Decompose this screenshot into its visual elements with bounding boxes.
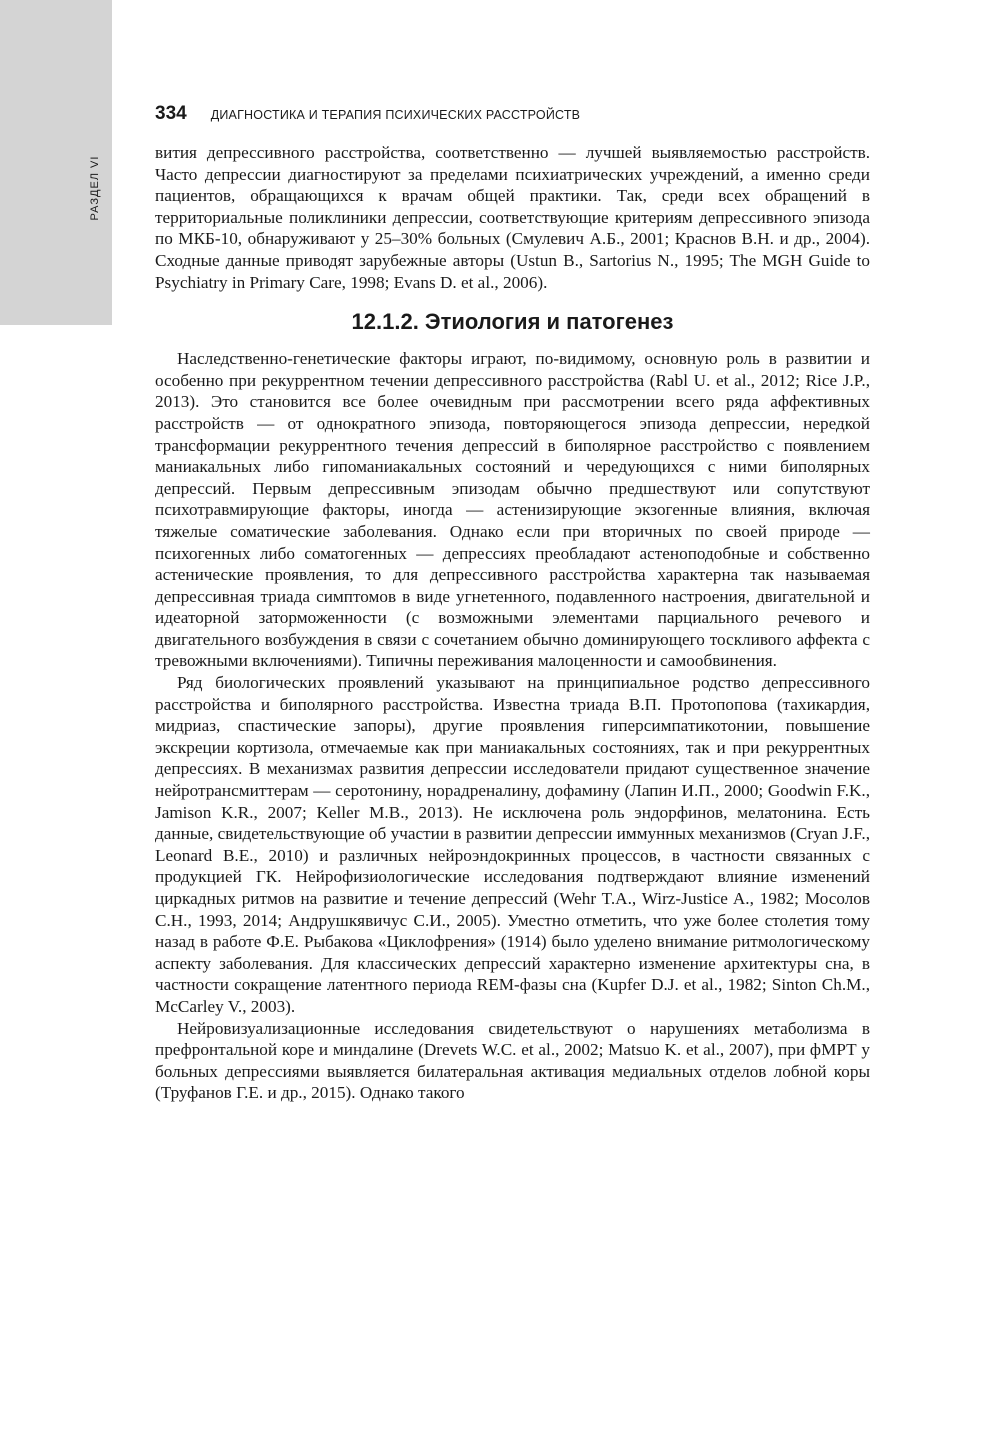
section-heading: 12.1.2. Этиология и патогенез bbox=[351, 309, 674, 335]
page-number: 334 bbox=[155, 103, 187, 124]
paragraph-etiology-genetics: Наследственно-генетические факторы играют, по-видимому, основную роль в развитии и особенно при рекуррентном течении депрессивного расстройства (Rabl U. et al., 2012; Rice J.P., 2013). Это становится все более очевидным при рассмотрении всего ряда аффективных расстройств — от однократного эпизода, повторяющегося эпизода депрессии, нередкой трансформации рекуррентного течения депрессий в биполярное расстройство с появлением маниакальных либо гипоманиакальных состояний и чередующихся с ними биполярных депрессий. Первым депрессивным эпизодам обычно предшествуют или сопутствуют психотравмирующие факторы, иногда — астенизирующие экзогенные влияния, включая тяжелые соматические заболевания. Однако если при вторичных по своей природе — психогенных либо соматогенных — депрессиях преобладают астеноподобные и собственно астенические проявления, то для депрессивного расстройства характерна так называемая депрессивная триада симптомов в виде угнетенного, подавленного настроения, двигательной и идеаторной заторможенности (с возможными элементами парциального речевого и двигательного возбуждения в связи с сочетанием обычно доминирующего тоскливого аффекта с тревожными включениями). Типичны переживания малоценности и самообвинения. bbox=[155, 349, 870, 671]
paragraph-continuation: вития депрессивного расстройства, соответственно — лучшей выявляемостью расстройств. Часто депрессии диагностируют за пределами психиатрических учреждений, а именно среди пациентов, обращающихся к врачам общей практики. Так, среди всех обращений в территориальные поликлиники депрессии, соответствующие критериям депрессивного эпизода по МКБ-10, обнаруживают у 25–30% больных (Смулевич А.Б., 2001; Краснов В.Н. и др., 2004). Сходные данные приводят зарубежные авторы (Ustun B., Sartorius N., 1995; The MGH Guide to Psychiatry in Primary Care, 1998; Evans D. et al., 2006). bbox=[155, 143, 870, 292]
running-header bbox=[155, 103, 870, 125]
page-body bbox=[155, 142, 870, 1104]
section-label: РАЗДЕЛ VI bbox=[89, 155, 101, 221]
paragraph-biological-signs: Ряд биологических проявлений указывают на принципиальное родство депрессивного расстройства и биполярного расстройства. Известна триада В.П. Протопопова (тахикардия, мидриаз, спастические запоры), другие проявления гиперсимпатикотонии, повышение экскреции кортизола, отмечаемые как при маниакальных состояниях, так и при рекуррентных депрессиях. В механизмах развития депрессии исследователи придают существенное значение нейротрансмиттерам — серотонину, норадреналину, дофамину (Лапин И.П., 2000; Goodwin F.K., Jamison K.R., 2007; Keller M.B., 2013). Не исключена роль эндорфинов, мелатонина. Есть данные, свидетельствующие об участии в развитии депрессии иммунных механизмов (Cryan J.F., Leonard B.E., 2010) и различных нейроэндокринных процессов, в частности связанных с продукцией ГК. Нейрофизиологические исследования подтверждают влияние изменений циркадных ритмов на развитие и течение депрессий (Wehr T.A., Wirz-Justice A., 1982; Мосолов С.Н., 1993, 2014; Андрушкявичус С.И., 2005). Уместно отметить, что уже более столетия тому назад в работе Ф.Е. Рыбакова «Циклофрения» (1914) было уделено внимание ритмологическому аспекту заболевания. Для классических депрессий характерно изменение архитектуры сна, в частности сокращение латентного периода REM-фазы сна (Kupfer D.J. et al., 1982; Sinton Ch.M., McCarley V., 2003). bbox=[155, 673, 870, 1016]
paragraph-neuroimaging: Нейровизуализационные исследования свидетельствуют о нарушениях метаболизма в префронтальной коре и миндалине (Drevets W.C. et al., 2002; Matsuo K. et al., 2007), при фМРТ у больных депрессиями выявляется билатеральная активация медиальных отделов лобной коры (Труфанов Г.Е. и др., 2015). Однако такого bbox=[155, 1018, 870, 1103]
section-side-tab bbox=[0, 0, 112, 325]
running-title: ДИАГНОСТИКА И ТЕРАПИЯ ПСИХИЧЕСКИХ РАССТРОЙСТВ bbox=[210, 108, 581, 122]
